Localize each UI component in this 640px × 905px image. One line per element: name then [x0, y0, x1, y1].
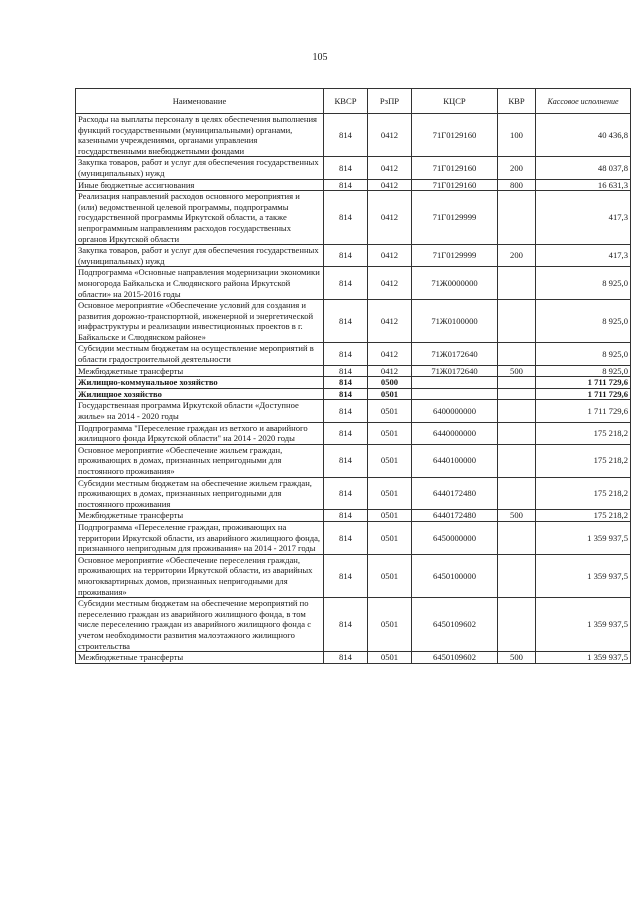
cell-kvr: [498, 267, 536, 300]
cell-kvsr: 814: [324, 365, 368, 377]
cell-name: Основное мероприятие «Обеспечение жильем граждан, проживающих в домах, признанных непригодными для постоянного проживания»: [76, 444, 324, 477]
cell-name: Субсидии местным бюджетам на осуществление мероприятий в области градостроительной деятельности: [76, 343, 324, 365]
cell-kvr: 200: [498, 157, 536, 179]
cell-kvsr: 814: [324, 477, 368, 510]
cell-rzpr: 0501: [368, 444, 412, 477]
cell-kvr: 100: [498, 114, 536, 157]
cell-kvr: [498, 377, 536, 389]
cell-kvsr: 814: [324, 444, 368, 477]
cell-amount: 1 359 937,5: [536, 598, 631, 652]
cell-amount: 48 037,8: [536, 157, 631, 179]
cell-kvr: [498, 598, 536, 652]
cell-kvr: [498, 343, 536, 365]
cell-name: Межбюджетные трансферты: [76, 365, 324, 377]
cell-rzpr: 0412: [368, 300, 412, 343]
cell-kcsr: 71Ж0172640: [412, 343, 498, 365]
column-header-kvr: КВР: [498, 89, 536, 114]
cell-rzpr: 0412: [368, 343, 412, 365]
column-header-kvsr: КВСР: [324, 89, 368, 114]
cell-rzpr: 0501: [368, 598, 412, 652]
cell-amount: 16 631,3: [536, 179, 631, 191]
cell-name: Межбюджетные трансферты: [76, 510, 324, 522]
cell-kvsr: 814: [324, 179, 368, 191]
cell-kvr: 500: [498, 510, 536, 522]
cell-kvr: [498, 554, 536, 597]
cell-rzpr: 0501: [368, 388, 412, 400]
table-row: [76, 245, 631, 267]
cell-kvsr: 814: [324, 510, 368, 522]
page-number: 105: [312, 52, 328, 63]
cell-amount: 417,3: [536, 191, 631, 245]
cell-kcsr: 6440172480: [412, 510, 498, 522]
cell-kcsr: 6450100000: [412, 554, 498, 597]
cell-name: Государственная программа Иркутской области «Доступное жилье» на 2014 - 2020 годы: [76, 400, 324, 422]
cell-rzpr: 0501: [368, 422, 412, 444]
cell-kvsr: 814: [324, 598, 368, 652]
cell-amount: 8 925,0: [536, 343, 631, 365]
cell-name: Основное мероприятие «Обеспечение условий для создания и развития дорожно-транспортной, инженерной и энергетической инфраструктуры и реализации инвестиционных проектов в г. Байкальске и Слюдянском районе»: [76, 300, 324, 343]
table-row: [76, 554, 631, 597]
cell-kvsr: 814: [324, 554, 368, 597]
table-row: [76, 510, 631, 522]
cell-kvsr: 814: [324, 114, 368, 157]
table-row: [76, 388, 631, 400]
cell-kvsr: 814: [324, 388, 368, 400]
cell-name: Жилищное хозяйство: [76, 388, 324, 400]
cell-kvsr: 814: [324, 191, 368, 245]
cell-kvr: [498, 422, 536, 444]
cell-kvsr: 814: [324, 400, 368, 422]
budget-execution-table: [75, 88, 631, 664]
cell-rzpr: 0412: [368, 365, 412, 377]
table-row: [76, 267, 631, 300]
cell-kcsr: 6450109602: [412, 652, 498, 664]
cell-kcsr: 6440000000: [412, 422, 498, 444]
cell-rzpr: 0412: [368, 179, 412, 191]
cell-amount: 1 359 937,5: [536, 652, 631, 664]
cell-kvr: [498, 400, 536, 422]
cell-rzpr: 0412: [368, 157, 412, 179]
table-row: [76, 114, 631, 157]
table-body: [76, 114, 631, 664]
cell-name: Иные бюджетные ассигнования: [76, 179, 324, 191]
cell-name: Жилищно-коммунальное хозяйство: [76, 377, 324, 389]
table-row: [76, 477, 631, 510]
table-row: [76, 422, 631, 444]
cell-rzpr: 0501: [368, 510, 412, 522]
table-row: [76, 377, 631, 389]
column-header-kcsr: КЦСР: [412, 89, 498, 114]
cell-kvr: [498, 388, 536, 400]
cell-amount: 8 925,0: [536, 300, 631, 343]
cell-kcsr: 6450109602: [412, 598, 498, 652]
cell-amount: 8 925,0: [536, 365, 631, 377]
cell-kvsr: 814: [324, 343, 368, 365]
cell-amount: 1 711 729,6: [536, 377, 631, 389]
cell-kcsr: 71Ж0000000: [412, 267, 498, 300]
table-row: [76, 157, 631, 179]
cell-name: Субсидии местным бюджетам на обеспечение жильем граждан, проживающих в домах, признанных непригодными для постоянного проживания: [76, 477, 324, 510]
table-row: [76, 400, 631, 422]
cell-kvr: 500: [498, 652, 536, 664]
table-row: [76, 179, 631, 191]
cell-kvsr: 814: [324, 422, 368, 444]
cell-rzpr: 0412: [368, 114, 412, 157]
cell-amount: 1 711 729,6: [536, 388, 631, 400]
cell-amount: 175 218,2: [536, 477, 631, 510]
cell-kvsr: 814: [324, 267, 368, 300]
cell-rzpr: 0501: [368, 400, 412, 422]
cell-kcsr: 71Г0129999: [412, 245, 498, 267]
cell-name: Межбюджетные трансферты: [76, 652, 324, 664]
cell-amount: 175 218,2: [536, 422, 631, 444]
cell-kcsr: 6440100000: [412, 444, 498, 477]
cell-rzpr: 0501: [368, 477, 412, 510]
cell-rzpr: 0500: [368, 377, 412, 389]
cell-kvsr: 814: [324, 245, 368, 267]
cell-name: Закупка товаров, работ и услуг для обеспечения государственных (муниципальных) нужд: [76, 245, 324, 267]
cell-kcsr: 71Г0129160: [412, 157, 498, 179]
cell-kvsr: 814: [324, 157, 368, 179]
cell-kcsr: 6440172480: [412, 477, 498, 510]
cell-kcsr: 71Ж0100000: [412, 300, 498, 343]
cell-rzpr: 0501: [368, 521, 412, 554]
cell-kvr: [498, 191, 536, 245]
column-header-rzpr: РзПР: [368, 89, 412, 114]
cell-amount: 1 359 937,5: [536, 554, 631, 597]
cell-name: Подпрограмма «Переселение граждан, проживающих на территории Иркутской области, из аварийного жилищного фонда, признанного непригодным для проживания» на 2014 - 2017 годы: [76, 521, 324, 554]
cell-kvsr: 814: [324, 300, 368, 343]
cell-kvr: [498, 444, 536, 477]
cell-amount: 1 359 937,5: [536, 521, 631, 554]
cell-kvsr: 814: [324, 652, 368, 664]
cell-amount: 8 925,0: [536, 267, 631, 300]
cell-kcsr: 6450000000: [412, 521, 498, 554]
cell-rzpr: 0501: [368, 554, 412, 597]
cell-kcsr: 71Ж0172640: [412, 365, 498, 377]
table-row: [76, 365, 631, 377]
cell-rzpr: 0412: [368, 267, 412, 300]
table-row: [76, 300, 631, 343]
cell-name: Подпрограмма "Переселение граждан из ветхого и аварийного жилищного фонда Иркутской области" на 2014 - 2020 годы: [76, 422, 324, 444]
cell-kcsr: 71Г0129999: [412, 191, 498, 245]
cell-kvr: 500: [498, 365, 536, 377]
cell-name: Закупка товаров, работ и услуг для обеспечения государственных (муниципальных) нужд: [76, 157, 324, 179]
column-header-name: Наименование: [76, 89, 324, 114]
cell-kcsr: 71Г0129160: [412, 114, 498, 157]
cell-amount: 417,3: [536, 245, 631, 267]
table-row: [76, 598, 631, 652]
cell-amount: 40 436,8: [536, 114, 631, 157]
table-row: [76, 521, 631, 554]
table-row: [76, 343, 631, 365]
cell-kcsr: [412, 388, 498, 400]
table-header-row: [76, 89, 631, 114]
cell-kvsr: 814: [324, 521, 368, 554]
cell-name: Субсидии местным бюджетам на обеспечение мероприятий по переселению граждан из аварийного жилищного фонда, в том числе переселению граждан из аварийного жилищного фонда с учетом необходимости развития малоэтажного жилищного строительства: [76, 598, 324, 652]
table-row: [76, 191, 631, 245]
cell-amount: 1 711 729,6: [536, 400, 631, 422]
cell-rzpr: 0501: [368, 652, 412, 664]
cell-kvr: 200: [498, 245, 536, 267]
cell-amount: 175 218,2: [536, 444, 631, 477]
cell-kvr: [498, 521, 536, 554]
cell-name: Реализация направлений расходов основного мероприятия и (или) ведомственной целевой программы, подпрограммы государственной программы Иркутской области, а также непрограммным направлениям расходов государственных органов Иркутской области: [76, 191, 324, 245]
cell-rzpr: 0412: [368, 245, 412, 267]
table-row: [76, 652, 631, 664]
cell-kvr: 800: [498, 179, 536, 191]
cell-kvr: [498, 477, 536, 510]
cell-kcsr: 71Г0129160: [412, 179, 498, 191]
cell-name: Подпрограмма «Основные направления модернизации экономики моногорода Байкальска и Слюдянского района Иркутской области» на 2015-2016 годы: [76, 267, 324, 300]
cell-amount: 175 218,2: [536, 510, 631, 522]
cell-kvr: [498, 300, 536, 343]
cell-kcsr: [412, 377, 498, 389]
column-header-amount: Кассовое исполнение: [536, 89, 631, 114]
cell-kcsr: 6400000000: [412, 400, 498, 422]
cell-name: Расходы на выплаты персоналу в целях обеспечения выполнения функций государственными (муниципальными) органами, казенными учреждениями, органами управления государственными внебюджетными фондами: [76, 114, 324, 157]
table-row: [76, 444, 631, 477]
cell-rzpr: 0412: [368, 191, 412, 245]
cell-name: Основное мероприятие «Обеспечение переселения граждан, проживающих на территории Иркутской области, из аварийных многоквартирных домов, признанных непригодными для проживания»: [76, 554, 324, 597]
cell-kvsr: 814: [324, 377, 368, 389]
